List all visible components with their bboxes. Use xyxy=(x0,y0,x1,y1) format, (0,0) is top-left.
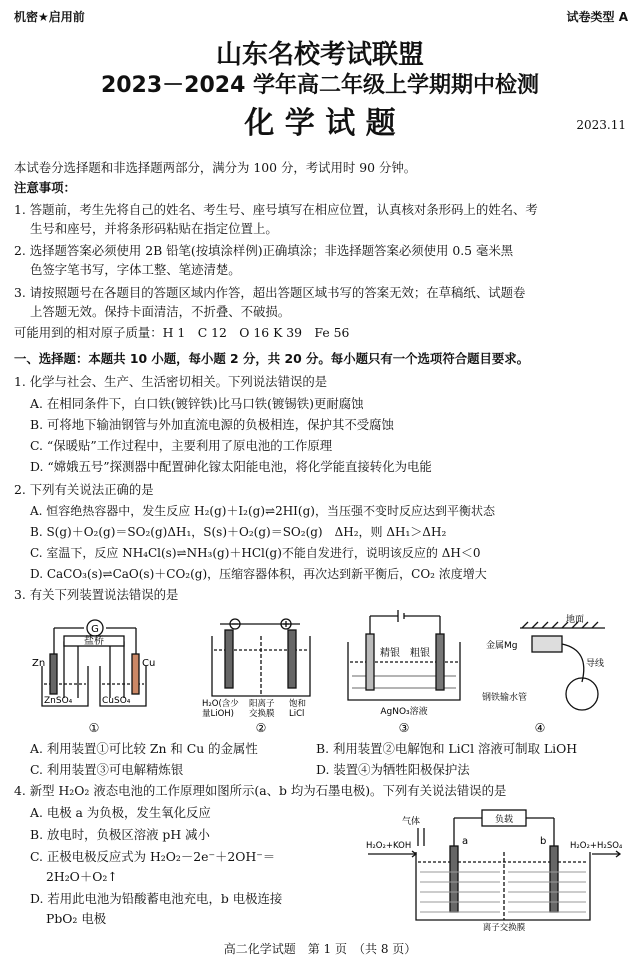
note-1b: 生号和座号，并将条形码粘贴在指定位置上。 xyxy=(30,221,278,236)
fig1-zn-label: Zn xyxy=(32,658,46,669)
q1-option-d: D. “嫦娥五号”探测器中配置砷化镓太阳能电池，将化学能直接转化为电能 xyxy=(30,459,432,474)
note-1a: 1. 答题前，考生先将自己的姓名、考生号、座号填写在相应位置，认真核对条形码上的姓名、考 xyxy=(14,202,538,217)
figure-3-silver-refining xyxy=(348,610,460,700)
q3-option-c: C. 利用装置③可电解精炼银 xyxy=(30,762,184,777)
fig1-galvanometer-label: G xyxy=(91,624,99,635)
atomic-masses: 可能用到的相对原子质量：H 1 C 12 O 16 K 39 Fe 56 xyxy=(14,325,350,340)
fig2-licl-label: LiCl xyxy=(289,709,305,719)
fig4-wire-label: 导线 xyxy=(586,659,605,669)
q4-option-c-line2: 2H₂O＋O₂↑ xyxy=(46,869,118,884)
fig2-number: ② xyxy=(255,721,267,735)
exam-date: 2023.11 xyxy=(576,118,626,132)
q4-battery-figure xyxy=(362,802,622,932)
q2-option-b: B. S(g)＋O₂(g)＝SO₂(g)ΔH₁，S(s)＋O₂(g)＝SO₂(g) ΔH₂，则 ΔH₁＞ΔH₂ xyxy=(30,525,447,539)
fig3-crude-silver-label: 粗银 xyxy=(410,648,430,659)
fig4-pipe-label: 钢铁输水管 xyxy=(482,693,528,703)
q4-fig-electrode-b: b xyxy=(540,836,547,847)
q3-option-b: B. 利用装置②电解饱和 LiCl 溶液可制取 LiOH xyxy=(316,741,578,756)
section-1-heading: 一、选择题：本题共 10 小题，每小题 2 分，共 20 分。每小题只有一个选项符合题目要求。 xyxy=(14,351,530,366)
fig3-pure-silver-label: 精银 xyxy=(380,648,400,659)
note-3b: 上答题无效。保持卡面清洁，不折叠、不破损。 xyxy=(30,304,291,319)
note-2b: 色签字笔书写，字体工整、笔迹清楚。 xyxy=(30,262,241,277)
fig2-membrane-label-1: 阳离子 xyxy=(249,699,275,709)
q1-option-b: B. 可将地下输油钢管与外加直流电源的负极相连，保护其不受腐蚀 xyxy=(30,417,394,432)
fig2-lioh-label: 量LiOH) xyxy=(202,709,234,719)
q4-fig-left-solution: H₂O₂+KOH xyxy=(366,841,412,851)
q3-figures xyxy=(30,606,610,738)
q3-stem: 3. 有关下列装置说法错误的是 xyxy=(14,587,179,602)
q4-option-d-line2: PbO₂ 电极 xyxy=(46,911,107,926)
q4-fig-electrode-a: a xyxy=(462,836,469,847)
page-footer: 高二化学试题 第 1 页 （共 8 页） xyxy=(223,942,417,956)
q4-option-c-line1: C. 正极电极反应式为 H₂O₂－2e⁻＋2OH⁻＝ xyxy=(30,849,276,864)
intro-text: 本试卷分选择题和非选择题两部分，满分为 100 分，考试用时 90 分钟。 xyxy=(14,160,417,175)
exam-title: 2023－2024 学年高二年级上学期期中检测 xyxy=(100,73,540,98)
q2-option-d: D. CaCO₃(s)⇌CaO(s)＋CO₂(g)，压缩容器体积，再次达到新平衡后，CO₂ 浓度增大 xyxy=(30,567,487,581)
figure-2-electrolysis-cell xyxy=(212,619,310,696)
fig2-water-label: H₂O(含少 xyxy=(202,699,239,709)
q2-option-c: C. 室温下，反应 NH₄Cl(s)⇌NH₃(g)＋HCl(g)不能自发进行，说明该反应的 ΔH＜0 xyxy=(30,546,481,560)
q2-option-a: A. 恒容绝热容器中，发生反应 H₂(g)＋I₂(g)⇌2HI(g)，当压强不变时反应达到平衡状态 xyxy=(30,504,495,518)
fig1-number: ① xyxy=(88,721,100,735)
q1-option-c: C. “保暖贴”工作过程中，主要利用了原电池的工作原理 xyxy=(30,438,333,453)
q2-stem: 2. 下列有关说法正确的是 xyxy=(14,482,154,497)
fig3-number: ③ xyxy=(398,721,410,735)
note-2a: 2. 选择题答案必须使用 2B 铅笔(按填涂样例)正确填涂；非选择题答案必须使用 0.5 毫米黑 xyxy=(14,243,514,258)
fig1-cuso4-label: CuSO₄ xyxy=(102,696,131,706)
fig3-solution-label: AgNO₃溶液 xyxy=(380,707,428,717)
q4-fig-gas-label: 气体 xyxy=(402,817,421,827)
note-3a: 3. 请按照题号在各题目的答题区域内作答，超出答题区域书写的答案无效；在草稿纸、试题卷 xyxy=(14,285,526,300)
q4-option-a: A. 电极 a 为负极，发生氧化反应 xyxy=(30,805,211,820)
fig4-number: ④ xyxy=(534,721,546,735)
paper-type: 试卷类型 A xyxy=(566,10,628,24)
q3-option-a: A. 利用装置①可比较 Zn 和 Cu 的金属性 xyxy=(30,741,258,756)
fig1-bridge-label: 盐桥 xyxy=(84,636,104,647)
q3-option-d: D. 装置④为牺牲阳极保护法 xyxy=(316,762,470,777)
fig2-saturated-label: 饱和 xyxy=(289,699,307,709)
fig2-membrane-label-2: 交换膜 xyxy=(249,709,275,719)
fig4-mg-label: 金属Mg xyxy=(486,641,518,651)
q4-fig-right-solution: H₂O₂+H₂SO₄ xyxy=(570,841,622,851)
q1-option-a: A. 在相同条件下，白口铁(镀锌铁)比马口铁(镀锡铁)更耐腐蚀 xyxy=(30,396,364,411)
notes-heading: 注意事项： xyxy=(14,180,76,195)
fig1-cu-label: Cu xyxy=(142,658,156,669)
confidential-mark: 机密★启用前 xyxy=(14,10,85,24)
q1-stem: 1. 化学与社会、生产、生活密切相关。下列说法错误的是 xyxy=(14,374,328,389)
fig4-ground-label: 地面 xyxy=(566,615,585,625)
q4-fig-membrane-label: 离子交换膜 xyxy=(482,923,526,932)
subject-title: 化 学 试 题 xyxy=(244,106,396,141)
q4-option-d-line1: D. 若用此电池为铅酸蓄电池充电，b 电极连接 xyxy=(30,891,283,906)
q4-option-b: B. 放电时，负极区溶液 pH 减小 xyxy=(30,827,210,842)
org-title: 山东名校考试联盟 xyxy=(215,40,424,70)
q4-stem: 4. 新型 H₂O₂ 液态电池的工作原理如图所示(a、b 均为石墨电极)。下列有关说法错误的是 xyxy=(14,783,507,798)
fig1-znso4-label: ZnSO₄ xyxy=(44,696,73,706)
q4-fig-load-label: 负载 xyxy=(494,815,514,825)
